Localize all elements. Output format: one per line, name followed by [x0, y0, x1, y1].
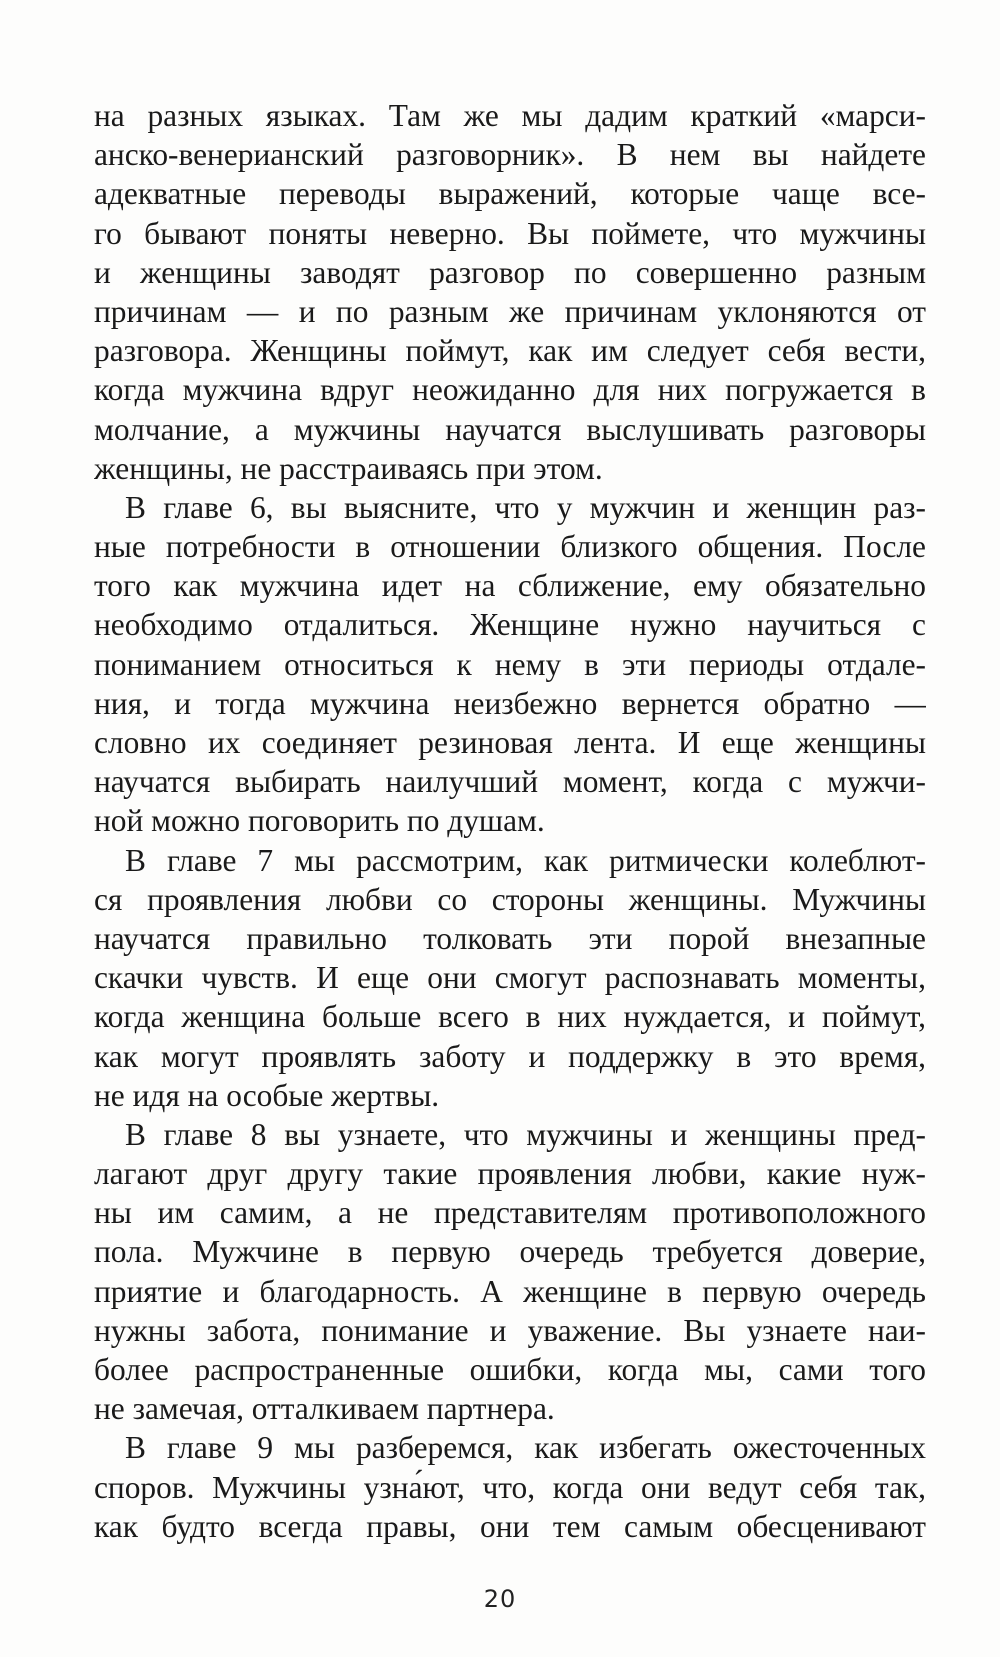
text-line: молчание, а мужчины научатся выслушивать разговоры — [94, 411, 926, 447]
text-line: когда мужчина вдруг неожиданно для них погружается в — [94, 372, 926, 408]
text-line: споров. Мужчины узна́ют, что, когда они ведут себя так, — [94, 1469, 926, 1505]
page-number: 20 — [483, 1585, 517, 1613]
text-line: адекватные переводы выражений, которые чаще все- — [94, 176, 926, 212]
body-text — [94, 96, 926, 1546]
text-line: того как мужчина идет на сближение, ему обязательно — [94, 568, 926, 604]
text-line: ной можно поговорить по душам. — [94, 803, 545, 839]
text-line: ные потребности в отношении близкого общения. После — [94, 529, 926, 565]
text-line: научатся правильно толковать эти порой внезапные — [94, 920, 926, 956]
paragraph-first-line: В главе 8 вы узнаете, что мужчины и женщины пред- — [125, 1116, 926, 1152]
paragraph-first-line: В главе 7 мы рассмотрим, как ритмически колеблют- — [125, 842, 926, 878]
text-line: скачки чувств. И еще они смогут распознавать моменты, — [94, 960, 926, 996]
text-line: го бывают поняты неверно. Вы поймете, что мужчины — [94, 215, 926, 251]
text-line: на разных языках. Там же мы дадим краткий «марси- — [94, 98, 926, 133]
text-line: более распространенные ошибки, когда мы, сами того — [94, 1352, 926, 1387]
paragraph-first-line: В главе 9 мы разберемся, как избегать ожесточенных — [125, 1430, 926, 1466]
text-line: причинам — и по разным же причинам уклоняются от — [94, 293, 926, 329]
text-line: анско-венерианский разговорник». В нем вы найдете — [94, 137, 926, 173]
text-line: необходимо отдалиться. Женщине нужно научиться с — [94, 607, 926, 643]
text-line: ния, и тогда мужчина неизбежно вернется обратно — — [94, 685, 926, 721]
text-line: лагают друг другу такие проявления любви, какие нуж- — [94, 1156, 926, 1192]
text-line: приятие и благодарность. А женщине в первую очередь — [94, 1273, 926, 1309]
text-line: ны им самим, а не представителям противоположного — [94, 1195, 926, 1231]
text-line: как могут проявлять заботу и поддержку в это время, — [94, 1038, 926, 1074]
paragraph-first-line: В главе 6, вы выясните, что у мужчин и женщин раз- — [125, 489, 926, 525]
text-line: и женщины заводят разговор по совершенно разным — [94, 254, 926, 290]
text-line: когда женщина больше всего в них нуждается, и поймут, — [94, 999, 926, 1035]
text-line: не замечая, отталкиваем партнера. — [94, 1391, 555, 1427]
text-line: женщины, не расстраиваясь при этом. — [94, 450, 603, 486]
text-line: не идя на особые жертвы. — [94, 1077, 440, 1113]
text-line: как будто всегда правы, они тем самым обесценивают — [94, 1508, 926, 1544]
text-line: пониманием относиться к нему в эти периоды отдале- — [94, 646, 926, 682]
text-line: ся проявления любви со стороны женщины. Мужчины — [94, 881, 926, 917]
text-line: разговора. Женщины поймут, как им следует себя вести, — [94, 333, 926, 369]
text-line: словно их соединяет резиновая лента. И еще женщины — [94, 725, 926, 760]
text-line: пола. Мужчине в первую очередь требуется доверие, — [94, 1234, 926, 1270]
text-line: научатся выбирать наилучший момент, когда с мужчи- — [94, 764, 926, 800]
text-line: нужны забота, понимание и уважение. Вы узнаете наи- — [94, 1312, 926, 1348]
